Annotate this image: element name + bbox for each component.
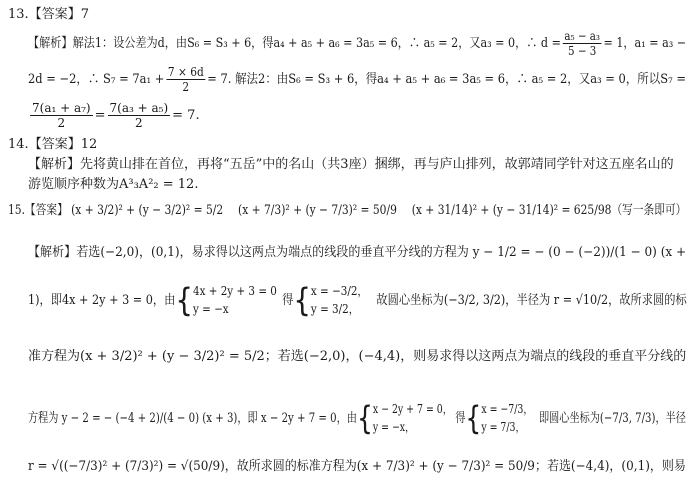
q14-answer-line	[8, 138, 97, 151]
q15-answer-label: 【答案】	[25, 203, 68, 218]
q13-answer-value: 7	[80, 7, 89, 22]
q15-analysis-line5	[28, 460, 686, 473]
q15-l4-sys2: y = −x，	[372, 420, 415, 434]
q15-l4b: 得	[455, 410, 466, 426]
q13-line2-fraction	[166, 66, 205, 93]
q13-line3-fraction2	[108, 102, 171, 129]
q15-analysis-line1	[28, 246, 686, 259]
q15-l2-solution-brace: {	[293, 281, 311, 319]
q13-line1-frac-num: a₅ − a₃	[564, 29, 601, 43]
q13-analysis-line2	[28, 66, 686, 93]
q13-analysis-line3	[28, 102, 200, 129]
q13-number: 13.	[8, 7, 29, 22]
q13-analysis-label: 【解析】	[28, 36, 73, 51]
q15-analysis-label: 【解析】	[28, 245, 77, 260]
q13-line3-tail: = 7.	[172, 108, 200, 123]
q13-line3-frac2-den: 2	[135, 116, 143, 130]
q15-l1-text: 若选(−2,0)，(0,1)，易求得以这两点为端点的线段的垂直平分线的方程为 y − 1/2 = − (0 − (−2))/(1 − 0) (x +	[76, 245, 687, 260]
q14-analysis-line1	[28, 158, 674, 171]
q14-analysis-label: 【解析】	[28, 157, 81, 172]
q15-l2-solution	[311, 282, 368, 318]
q13-line2-tail: = 7. 解法2：由S₆ = S₃ + 6，得a₄ + a₅ + a₆ = 3a₅ = 6，∴ a₅ = 2，又a₃ = 0，所以S₇ =	[207, 72, 686, 87]
q14-analysis-line2	[28, 178, 198, 191]
q15-l4-system-brace: {	[356, 399, 373, 437]
q15-l2b: 得	[282, 292, 294, 308]
q15-l2-system-brace: {	[175, 281, 193, 319]
q15-answer-3: (x + 31/14)² + (y − 31/14)² = 625/98	[411, 203, 612, 218]
q13-line3-fraction1	[30, 102, 93, 129]
q15-l5-text: r = √((−7/3)² + (7/3)²) = √(50/9)，故所求圆的标准方程为(x + 7/3)² + (y − 7/3)² = 50/9；若选(−4,4)，(0,1)，则易	[28, 459, 686, 474]
q15-analysis-line4	[28, 400, 686, 436]
q15-l2-system	[193, 282, 277, 318]
q15-l4-sys1: x − 2y + 7 = 0，	[372, 402, 453, 416]
q15-l2a: 1)，即4x + 2y + 3 = 0，由	[28, 292, 176, 308]
q15-l2-sol2: y = 3/2，	[310, 302, 360, 316]
q15-l4-sol2: y = 7/3，	[481, 420, 525, 434]
q13-line3-mid: =	[94, 108, 106, 123]
q15-l3-text: 准方程为(x + 3/2)² + (y − 3/2)² = 5/2；若选(−2,0)，(−4,4)，则易求得以这两点为端点的线段的垂直平分线的	[28, 349, 687, 364]
q13-answer-line	[8, 8, 89, 21]
q13-line1-frac-den: 5 − 3	[568, 44, 597, 58]
q13-line1-text: 解法1：设公差为d，由S₆ = S₃ + 6，得a₄ + a₅ + a₆ = 3a₅ = 6，∴ a₅ = 2，又a₃ = 0，∴ d =	[72, 36, 561, 51]
q13-line3-frac1-num: 7(a₁ + a₇)	[32, 101, 91, 115]
q13-line3-frac2-num: 7(a₃ + a₅)	[109, 101, 169, 115]
q15-analysis-line2	[28, 282, 687, 318]
q15-l4-solution-brace: {	[465, 399, 482, 437]
q13-answer-label: 【答案】	[28, 7, 81, 22]
q14-line1-text: 先将黄山排在首位，再将“五岳”中的名山（共3座）捆绑，再与庐山排列，故郭靖同学针对这五座名山的	[80, 157, 674, 172]
q15-answer-2: (x + 7/3)² + (y − 7/3)² = 50/9	[238, 203, 397, 218]
q15-l2-sol1: x = −3/2，	[310, 284, 368, 298]
q14-answer-label: 【答案】	[28, 137, 81, 152]
q15-l4-sol1: x = −7/3，	[481, 402, 533, 416]
q14-line2-text: 游览顺序种数为A³₃A²₂ = 12.	[28, 177, 199, 192]
q15-number: 15.	[8, 203, 26, 218]
q13-line2-frac-num: 7 × 6d	[167, 65, 204, 79]
q15-answer-note: （写一条即可）	[611, 203, 687, 218]
q15-analysis-line3	[28, 350, 686, 363]
q13-analysis-line1	[28, 30, 686, 57]
q15-answer-1: (x + 3/2)² + (y − 3/2)² = 5/2	[71, 203, 224, 218]
q15-l4c: 即圆心坐标为(−7/3, 7/3)，半径	[538, 410, 686, 426]
q14-number: 14.	[8, 137, 29, 152]
q13-line1-fraction	[563, 30, 602, 57]
q13-line1-tail: = 1，a₁ = a₃ −	[603, 36, 687, 51]
q15-l2c: 故圆心坐标为(−3/2, 3/2)，半径为 r = √10/2，故所求圆的标	[376, 292, 687, 308]
q15-l4a: 方程为 y − 2 = − (−4 + 2)/(4 − 0) (x + 3)，即 x − 2y + 7 = 0，由	[28, 410, 357, 426]
q13-line2-head: 2d = −2，∴ S₇ = 7a₁ +	[28, 72, 165, 87]
q15-l4-solution	[481, 400, 532, 436]
q13-line2-frac-den: 2	[182, 80, 190, 94]
q13-line3-frac1-den: 2	[57, 116, 66, 130]
q15-l2-sys2: y = −x	[192, 302, 229, 316]
q14-answer-value: 12	[80, 137, 98, 152]
q15-l2-sys1: 4x + 2y + 3 = 0	[192, 284, 277, 298]
q15-l4-system	[373, 400, 452, 436]
q15-answer-line	[8, 204, 686, 217]
